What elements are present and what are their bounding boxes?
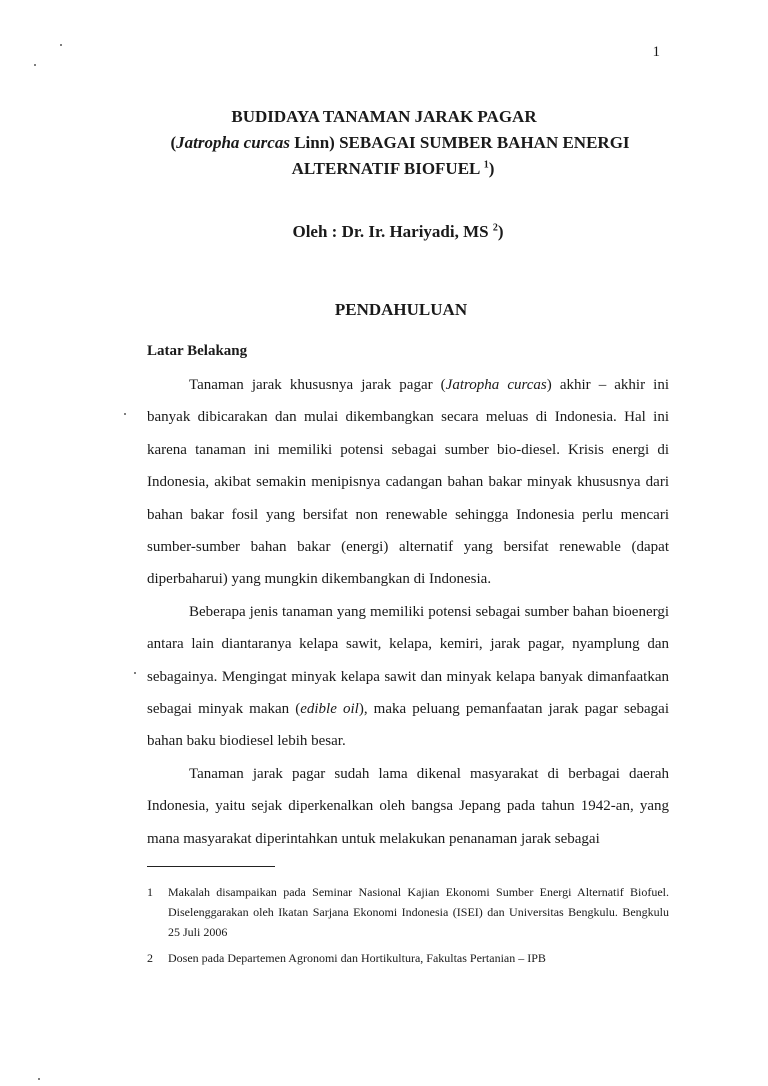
section-heading: PENDAHULUAN (334, 300, 468, 319)
document-title (0, 104, 768, 182)
paragraph-2 (147, 596, 669, 758)
footnote-1 (147, 882, 669, 942)
scan-speck (134, 672, 136, 674)
title-footnote-ref: 1 (483, 159, 489, 171)
title-line-3: ALTERNATIF BIOFUEL $^1$) (291, 159, 495, 178)
title-line-2: (Jatropha curcas Linn) SEBAGAI SUMBER BAHAN ENERGI (170, 133, 630, 152)
footnote-divider (147, 866, 275, 867)
paragraph-1-species: Jatropha curcas (445, 377, 547, 393)
footnote-2-number: 2 (147, 951, 153, 965)
scan-speck (124, 413, 126, 415)
paragraph-2-part-a: Beberapa jenis tanaman yang memiliki potensi sebagai sumber bahan bioenergi antara lain diantaranya kelapa sawit, kelapa, kemiri, jarak pagar, nyamplung dan sebagainya. Mengingat minyak kelapa sawit dan minyak kelapa banyak dimanfaatkan sebagai minyak makan ( (147, 603, 669, 718)
subheading: Latar Belakang (147, 343, 248, 359)
scan-speck (34, 64, 36, 66)
author-footnote-ref: 2 (492, 222, 498, 234)
title-line-3-text: ALTERNATIF BIOFUEL (291, 159, 484, 178)
footnote-2 (147, 948, 669, 968)
footnote-1-number: 1 (147, 885, 153, 899)
paragraph-1-part-a: Tanaman jarak khususnya jarak pagar ( (189, 377, 446, 393)
author-text: Oleh : Dr. Ir. Hariyadi, MS (292, 222, 493, 241)
page-number: 1 (652, 44, 660, 60)
paragraph-1 (147, 369, 669, 596)
body-text (147, 369, 669, 855)
author-line: Oleh : Dr. Ir. Hariyadi, MS $^2$) (292, 222, 504, 241)
paragraph-2-part-c: ), maka peluang pemanfaatan jarak pagar sebagai bahan baku biodiesel lebih besar. (147, 701, 669, 750)
paragraph-2-edible-oil: edible oil (300, 701, 359, 718)
footnote-2-text: Dosen pada Departemen Agronomi dan Hortikultura, Fakultas Pertanian – IPB (168, 951, 546, 965)
title-species-name: Jatropha curcas (176, 133, 290, 152)
paragraph-1-part-c: ) akhir – akhir ini banyak dibicarakan dan mulai dikembangkan secara meluas di Indonesia. Hal ini karena tanaman ini memiliki potensi sebagai sumber bio-diesel. Krisis energi di Indonesia, akibat semakin menipisnya cadangan bahan bakar minyak khususnya dari bahan bakar fosil yang bersifat non renewable sehingga Indonesia perlu mencari sumber-sumber bahan bakar (energi) alternatif yang bersifat renewable (dapat diperbaharui) yang mungkin dikembangkan di Indonesia. (147, 377, 669, 588)
title-line-2-rest: Linn) SEBAGAI SUMBER BAHAN ENERGI (289, 133, 630, 152)
title-line-1: BUDIDAYA TANAMAN JARAK PAGAR (231, 107, 537, 126)
scan-speck (60, 44, 62, 46)
scan-speck (38, 1078, 40, 1080)
footnote-1-text: Makalah disampaikan pada Seminar Nasional Kajian Ekonomi Sumber Energi Alternatif Biofuel. Diselenggarakan oleh Ikatan Sarjana Ekonomi Indonesia (ISEI) dan Universitas Bengkulu. Bengkulu 25 Juli 2006 (168, 885, 669, 939)
paragraph-3: Tanaman jarak pagar sudah lama dikenal masyarakat di berbagai daerah Indonesia, yaitu sejak diperkenalkan oleh bangsa Jepang pada tahun 1942-an, yang mana masyarakat diperintahkan untuk melakukan penanaman jarak sebagai (147, 765, 669, 847)
